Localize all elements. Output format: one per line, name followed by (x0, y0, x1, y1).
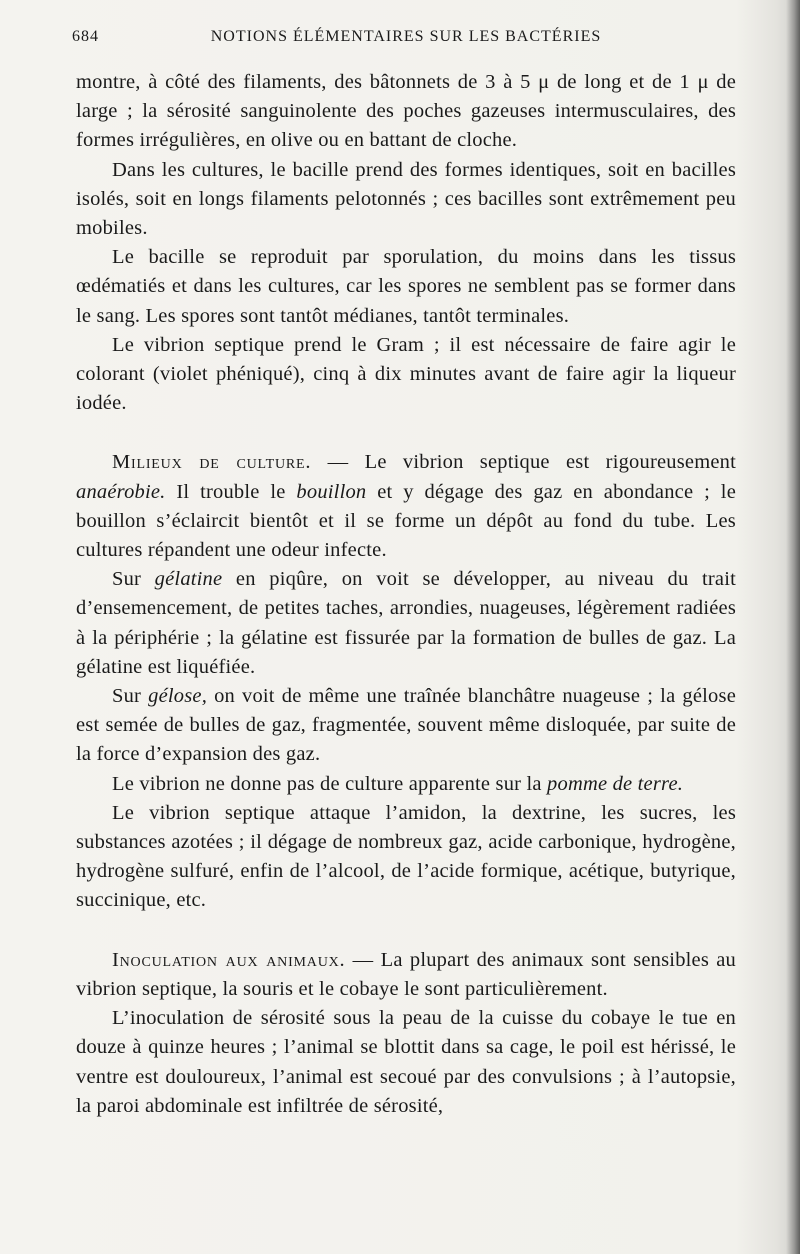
section-heading-culture: Milieux de culture. (112, 451, 312, 474)
paragraph-gelatine (76, 565, 736, 682)
paragraph-pomme-de-terre (76, 770, 736, 799)
term-anaerobie: anaérobie. (76, 480, 166, 503)
running-header (72, 28, 736, 54)
section-spacer (76, 418, 736, 448)
culture-text-1: Le vibrion septique est rigoureusement (364, 451, 736, 474)
paragraph-gram-stain: Le vibrion septique prend le Gram ; il est nécessaire de faire agir le colorant (violet phéniqué), cinq à dix minutes avant de faire agir la liqueur iodée. (76, 333, 736, 415)
heading-dash: — (345, 948, 381, 971)
culture-text-3: et y dégage des gaz en abondance ; le bouillon s’éclaircit bientôt et il se forme un dépôt au fond du tube. Les cultures répandent une odeur infecte. (76, 480, 736, 562)
gelatine-text-2: en piqûre, on voit se développer, au niveau du trait d’ensemencement, de petites taches, arrondies, nuageuses, légèrement radiées à la périphérie ; la gélatine est fissurée par la formation de bulles de gaz. La gélatine est liquéfiée. (76, 568, 736, 678)
section-spacer (76, 916, 736, 946)
paragraph-continuation: montre, à côté des filaments, des bâtonnets de 3 à 5 μ de long et de 1 μ de large ; la sérosité sanguinolente des poches gazeuses intermusculaires, des formes irrégulières, en olive ou en battant de cloche. (76, 71, 736, 152)
paragraph-cultures-forms: Dans les cultures, le bacille prend des formes identiques, soit en bacilles isolés, soit en longs filaments pelotonnés ; ces bacilles sont extrêmement peu mobiles. (76, 158, 736, 240)
paragraph-gelose (76, 682, 736, 770)
paragraph-amidon: Le vibrion septique attaque l’amidon, la dextrine, les sucres, les substances azotées ; il dégage de nombreux gaz, acide carbonique, hydrogène, hydrogène sulfuré, enfin de l’alcool, de l’acide formique, acétique, butyrique, succinique, etc. (76, 801, 736, 912)
term-bouillon: bouillon (296, 480, 367, 503)
gelatine-text-1: Sur (112, 568, 155, 591)
culture-text-2: Il trouble le (165, 480, 297, 503)
gelose-text-2: on voit de même une traînée blanchâtre nuageuse ; la gélose est semée de bulles de gaz, fragmentée, souvent même disloquée, par suite de la force d’expansion des gaz. (76, 685, 736, 766)
page-number: 684 (72, 28, 99, 45)
gelose-text-1: Sur (112, 685, 149, 708)
paragraph-sporulation: Le bacille se reproduit par sporulation, du moins dans les tissus œdématiés et dans les cultures, car les spores ne semblent pas se former dans le sang. Les spores sont tantôt médianes, tantôt terminales. (76, 246, 736, 327)
running-title: NOTIONS ÉLÉMENTAIRES SUR LES BACTÉRIES (210, 28, 602, 45)
section-heading-inoculation: Inoculation aux animaux. (112, 948, 346, 971)
term-gelatine: gélatine (154, 568, 223, 591)
paragraph-inoculation-cobaye: L’inoculation de sérosité sous la peau de la cuisse du cobaye le tue en douze à quinze heures ; l’animal se blottit dans sa cage, le poil est hérissé, le ventre est douloureux, l’animal est secoué par des convulsions ; à l’autopsie, la paroi abdominale est infiltrée de sérosité, (76, 1007, 736, 1117)
paragraph-inoculation-intro (76, 946, 736, 1004)
paragraph-culture-media (76, 448, 736, 565)
pomme-text-1: Le vibrion ne donne pas de culture apparente sur la (112, 772, 548, 795)
heading-dash: — (311, 451, 365, 474)
term-pomme-de-terre: pomme de terre. (547, 772, 684, 795)
term-gelose: gélose, (148, 685, 208, 708)
inoculation-text: La plupart des animaux sont sensibles au vibrion septique, la souris et le cobaye le sont particulièrement. (76, 948, 736, 1000)
